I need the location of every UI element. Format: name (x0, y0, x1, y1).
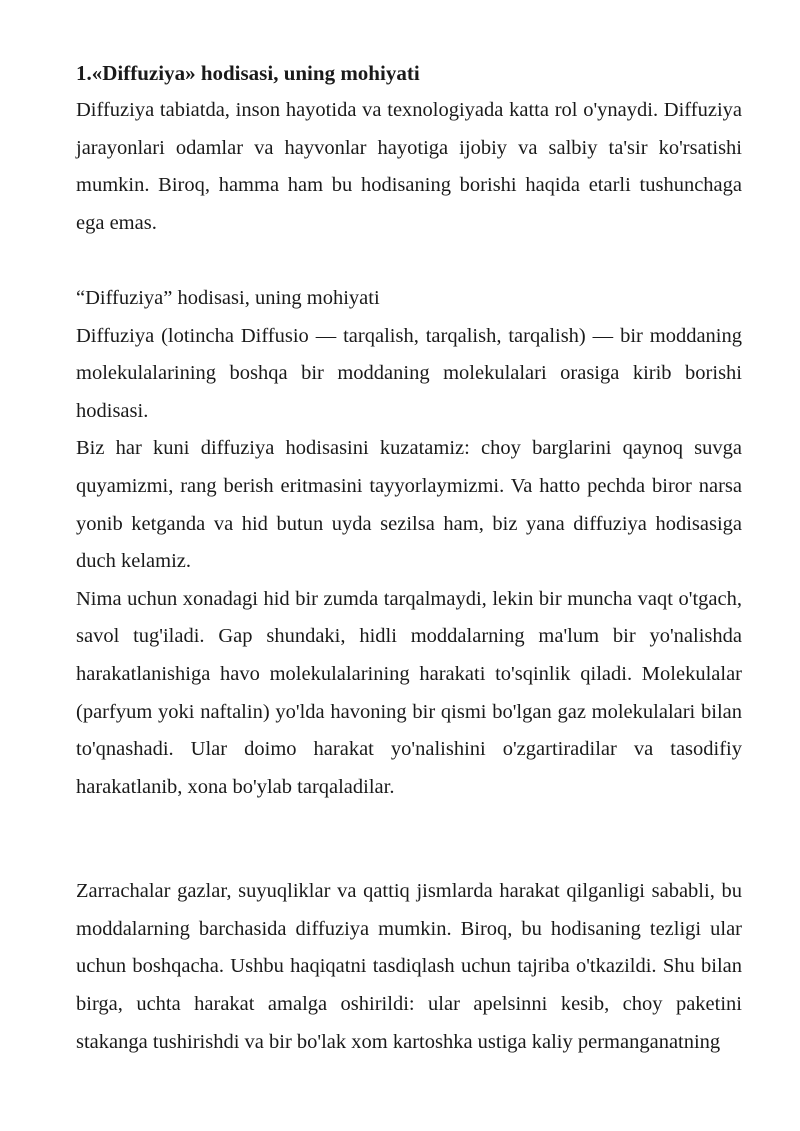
explanation-paragraph: Nima uchun xonadagi hid bir zumda tarqalmaydi, lekin bir muncha vaqt o'tgach, savol tug'iladi. Gap shundaki, hidli moddalarning ma'lum bir yo'nalishda harakatlanishiga havo molekulalarining harakati to'sqinlik qiladi. Molekulalar (parfyum yoki naftalin) yo'lda havoning bir qismi bo'lgan gaz molekulalari bilan to'qnashadi. Ular doimo harakat yo'nalishini o'zgartiradilar va tasodifiy harakatlanib, xona bo'ylab tarqaladilar. (76, 587, 742, 798)
subsection-title: “Diffuziya” hodisasi, uning mohiyati (76, 286, 380, 309)
section-heading: 1.«Diffuziya» hodisasi, uning mohiyati (76, 61, 420, 85)
section-spacer (76, 806, 742, 873)
paragraph-spacer (76, 242, 742, 280)
intro-paragraph: Diffuziya tabiatda, inson hayotida va texnologiyada katta rol o'ynaydi. Diffuziya jarayonlari odamlar va hayvonlar hayotiga ijobiy va salbiy ta'sir ko'rsatishi mumkin. Biroq, hamma ham bu hodisaning borishi haqida etarli tushunchaga ega emas. (76, 99, 742, 234)
definition-paragraph: Diffuziya (lotincha Diffusio — tarqalish, tarqalish, tarqalish) — bir moddaning molekulalarining boshqa bir moddaning molekulalari orasiga kirib borishi hodisasi. (76, 324, 742, 422)
observation-paragraph: Biz har kuni diffuziya hodisasini kuzatamiz: choy barglarini qaynoq suvga quyamizmi, rang berish eritmasini tayyorlaymizmi. Va hatto pechda biror narsa yonib ketganda va hid butun uyda sezilsa ham, biz yana diffuziya hodisasiga duch kelamiz. (76, 437, 742, 573)
experiment-paragraph: Zarrachalar gazlar, suyuqliklar va qattiq jismlarda harakat qilganligi sababli, bu moddalarning barchasida diffuziya mumkin. Biroq, bu hodisaning tezligi ular uchun boshqacha. Ushbu haqiqatni tasdiqlash uchun tajriba o'tkazildi. Shu bilan birga, uchta harakat amalga oshirildi: ular apelsinni kesib, choy paketini stakanga tushirishdi va bir bo'lak xom kartoshka ustiga kaliy permanganatning (76, 880, 742, 1053)
